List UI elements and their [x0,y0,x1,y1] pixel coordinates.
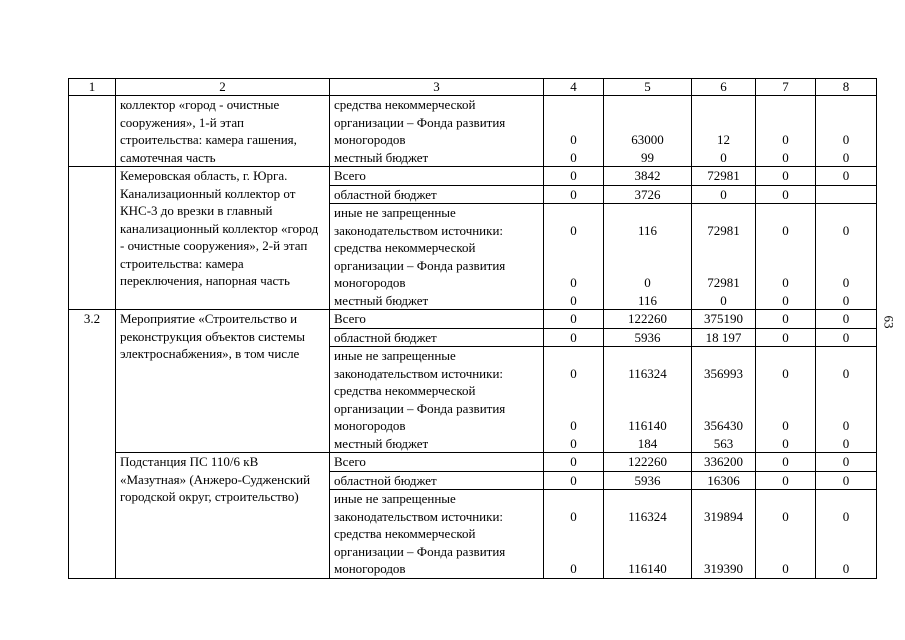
value-cell: 0 0 [816,490,877,579]
value-cell: 116324 116140 184 [604,347,692,453]
header-cell: 1 [69,79,116,96]
value-cell: 0 [544,328,604,347]
value-cell: 0 0 [544,96,604,167]
header-cell: 5 [604,79,692,96]
value-cell: 0 0 0 [756,204,816,310]
value-cell: 0 [544,167,604,186]
value-cell: 319894 319390 [692,490,756,579]
value-cell: 16306 [692,471,756,490]
table-row [69,453,877,472]
value-cell: 0 0 0 [816,347,877,453]
value-cell: 356993 356430 563 [692,347,756,453]
header-cell: 2 [116,79,330,96]
value-cell: 0 0 [756,96,816,167]
header-cell: 3 [330,79,544,96]
value-cell: 5936 [604,328,692,347]
header-cell: 8 [816,79,877,96]
value-cell: 122260 [604,310,692,329]
budget-table [68,78,877,579]
funding-source: иные не запрещенные законодательством источники: средства некоммерческой организации – Фонда развития моногородов местный бюджет [330,204,544,310]
header-cell: 7 [756,79,816,96]
funding-source: иные не запрещенные законодательством источники: средства некоммерческой организации – Фонда развития моногородов [330,490,544,579]
funding-source: областной бюджет [330,328,544,347]
value-cell: 0 [756,471,816,490]
value-cell: 0 [756,453,816,472]
value-cell: 0 [816,471,877,490]
table-row [69,167,877,186]
value-cell [816,185,877,204]
value-cell: 0 0 0 [816,204,877,310]
table-row [69,310,877,329]
value-cell: 72981 [692,167,756,186]
value-cell: 116324 116140 [604,490,692,579]
value-cell: 0 [692,185,756,204]
value-cell: 0 [544,453,604,472]
value-cell: 0 0 0 [544,347,604,453]
item-name: Кемеровская область, г. Юрга. Канализационный коллектор от КНС-3 до врезки в главный канализационный коллектор «город - очистные сооружения», 2-й этап строительства: камера переключения, напорная часть [116,167,330,310]
value-cell: 122260 [604,453,692,472]
funding-source: Всего [330,310,544,329]
value-cell: 336200 [692,453,756,472]
page-number: 63 [881,315,897,329]
value-cell: 5936 [604,471,692,490]
funding-source: Всего [330,453,544,472]
value-cell: 72981 72981 0 [692,204,756,310]
funding-source: Всего [330,167,544,186]
value-cell: 3842 [604,167,692,186]
item-name: Мероприятие «Строительство и реконструкция объектов системы электроснабжения», в том числе [116,310,330,453]
value-cell: 0 0 [544,490,604,579]
item-name: коллектор «город - очистные сооружения», 1-й этап строительства: камера гашения, самотечная часть [116,96,330,167]
value-cell: 0 [816,167,877,186]
value-cell: 116 0 116 [604,204,692,310]
item-number [69,96,116,167]
value-cell: 0 [544,310,604,329]
value-cell: 0 0 [816,96,877,167]
header-cell: 4 [544,79,604,96]
value-cell: 375190 [692,310,756,329]
value-cell: 0 0 [756,490,816,579]
value-cell: 0 [756,328,816,347]
funding-source: средства некоммерческой организации – Фонда развития моногородов местный бюджет [330,96,544,167]
value-cell: 12 0 [692,96,756,167]
value-cell: 0 0 0 [544,204,604,310]
header-row [69,79,877,96]
header-cell: 6 [692,79,756,96]
value-cell: 0 [816,453,877,472]
funding-source: областной бюджет [330,185,544,204]
value-cell: 0 0 0 [756,347,816,453]
funding-source: областной бюджет [330,471,544,490]
value-cell: 3726 [604,185,692,204]
value-cell: 0 [544,471,604,490]
value-cell: 63000 99 [604,96,692,167]
table-row [69,96,877,167]
item-number [69,167,116,310]
item-name: Подстанция ПС 110/6 кВ «Мазутная» (Анжеро-Судженский городской округ, строительство) [116,453,330,579]
value-cell: 0 [756,185,816,204]
value-cell: 0 [816,310,877,329]
value-cell: 0 [756,310,816,329]
value-cell: 0 [816,328,877,347]
value-cell: 0 [544,185,604,204]
funding-source: иные не запрещенные законодательством источники: средства некоммерческой организации – Фонда развития моногородов местный бюджет [330,347,544,453]
value-cell: 18 197 [692,328,756,347]
value-cell: 0 [756,167,816,186]
item-number: 3.2 [69,310,116,579]
